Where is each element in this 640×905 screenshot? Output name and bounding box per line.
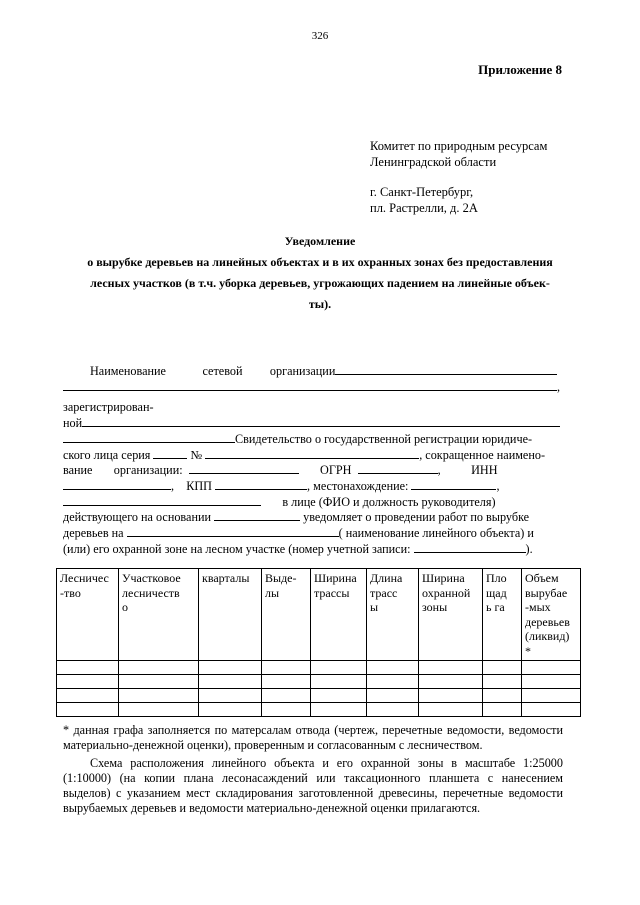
addressee-block <box>370 139 547 216</box>
registered-line: ной <box>63 415 563 431</box>
kpp-field[interactable] <box>215 478 307 490</box>
header-cell: Объем вырубае -мых деревьев (ликвид) * <box>522 569 581 661</box>
short-name-field[interactable] <box>189 462 299 474</box>
basis-field[interactable] <box>214 509 300 521</box>
certificate-line: Свидетельство о государственной регистрации юридиче- <box>63 431 563 447</box>
location-field[interactable] <box>411 478 496 490</box>
header-cell: Выде- лы <box>262 569 311 661</box>
table-row[interactable] <box>57 689 581 703</box>
org-name-field-cont[interactable] <box>63 379 557 391</box>
title-line: лесных участков (в т.ч. уборка деревьев, угрожающих падением на линейные объек- <box>90 276 550 290</box>
table-row[interactable] <box>57 661 581 675</box>
header-cell: Ширина трассы <box>311 569 367 661</box>
header-cell: Лесничес -тво <box>57 569 119 661</box>
blank-line: , <box>63 379 563 395</box>
registered-label: зарегистрирован- <box>63 400 154 415</box>
ogrn-field[interactable] <box>358 462 438 474</box>
linear-object-field[interactable] <box>127 525 339 537</box>
acting-line: действующего на основании уведомляет о проведении работ по вырубке <box>63 510 530 525</box>
header-cell: кварталы <box>199 569 262 661</box>
cert-number-field[interactable] <box>205 447 419 459</box>
registration-field[interactable] <box>82 415 560 427</box>
table-row[interactable] <box>57 675 581 689</box>
series-field[interactable] <box>153 447 187 459</box>
person-line: в лице (ФИО и должность руководителя) <box>63 494 563 510</box>
org-name-field[interactable] <box>335 363 557 375</box>
title-line: ты). <box>308 297 332 311</box>
trees-line: деревьев на ( наименование линейного объекта) и <box>63 526 534 541</box>
scheme-paragraph: Схема расположения линейного объекта и его охранной зоны в масштабе 1:25000 (1:10000) (на копии плана лесонасаждений или таксационного планшета с нанесением выделов) с указанием мест складирования заготовленной древесины, перечетные ведомости вырубаемых деревьев и ведомости материально-денежной оценки прилагаются. <box>63 756 563 815</box>
header-cell: Пло щад ь га <box>483 569 522 661</box>
document-title <box>40 231 600 315</box>
location-field-cont[interactable] <box>63 494 261 506</box>
appendix-label: Приложение 8 <box>478 62 562 77</box>
table-row[interactable] <box>57 703 581 717</box>
felling-table <box>56 568 581 717</box>
inn-field[interactable] <box>63 478 171 490</box>
page-number: 326 <box>311 30 329 42</box>
ogrn-inn-line: вание организации: ОГРН , ИНН <box>63 463 498 478</box>
zone-line: (или) его охранной зоне на лесном участке (номер учетной записи: ). <box>63 541 533 556</box>
addressee-line: Ленинградской области <box>370 154 497 169</box>
footnote-block <box>63 723 563 816</box>
header-cell: Участковое лесничеств о <box>119 569 199 661</box>
header-cell: Ширина охранной зоны <box>419 569 483 661</box>
registration-field-cont[interactable] <box>63 431 235 443</box>
record-number-field[interactable] <box>414 541 526 553</box>
addressee-line: пл. Растрелли, д. 2А <box>370 200 478 215</box>
series-line: ского лица серия № , сокращенное наимено- <box>63 447 546 462</box>
title-line: Уведомление <box>284 234 356 248</box>
addressee-line: Комитет по природным ресурсам <box>370 139 548 153</box>
footnote-star: * данная графа заполняется по матерcалам отвода (чертеж, перечетные ведомости, ведомости материально-денежной оценки), проверенным и согласованным с лесничеством. <box>63 723 563 752</box>
notice-body <box>63 363 563 556</box>
header-cell: Длина трасс ы <box>367 569 419 661</box>
addressee-line: г. Санкт-Петербург, <box>370 185 474 199</box>
table-header-row <box>57 569 581 661</box>
kpp-line: , КПП , местонахождение: , <box>63 478 563 494</box>
org-name-line: Наименование сетевой организации <box>63 363 563 379</box>
title-line: о вырубке деревьев на линейных объектах и в их охранных зонах без предоставления <box>87 255 553 269</box>
